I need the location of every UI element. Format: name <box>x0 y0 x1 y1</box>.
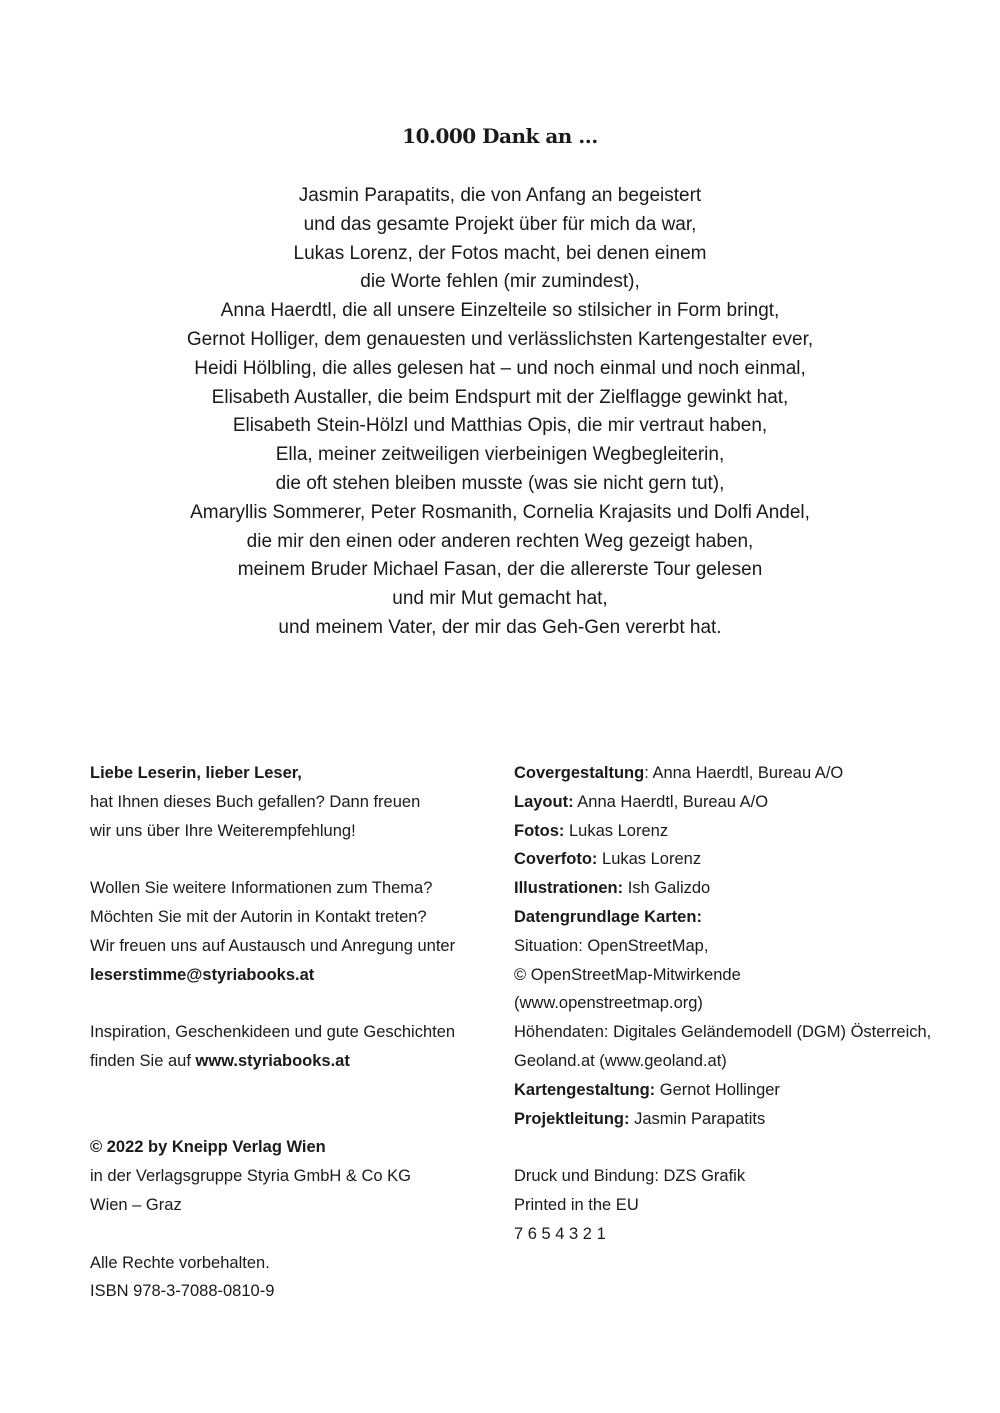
inspiration-text-line: finden Sie auf www.styriabooks.at <box>90 1051 350 1070</box>
acknowledgement-line: die Worte fehlen (mir zumindest), <box>360 271 640 293</box>
acknowledgement-line: und meinem Vater, der mir das Geh-Gen vererbt hat. <box>278 616 722 638</box>
acknowledgement-line: und das gesamte Projekt über für mich da war, <box>303 213 697 235</box>
feedback-text-line: hat Ihnen dieses Buch gefallen? Dann freuen <box>90 792 421 811</box>
isbn: ISBN 978-3-7088-0810-9 <box>90 1282 275 1301</box>
reader-greeting: Liebe Leserin, lieber Leser, <box>90 764 302 782</box>
credit-map-design: Kartengestaltung: Gernot Hollinger <box>514 1080 780 1099</box>
page-title: 10.000 Dank an … <box>402 124 598 148</box>
acknowledgement-line: Elisabeth Austaller, die beim Endspurt mit der Zielflagge gewinkt hat, <box>211 386 789 408</box>
acknowledgement-line: die mir den einen oder anderen rechten Weg gezeigt haben, <box>246 530 754 552</box>
acknowledgement-line: die oft stehen bleiben musste (was sie nicht gern tut), <box>275 472 725 494</box>
acknowledgement-line: Jasmin Parapatits, die von Anfang an begeistert <box>298 185 702 206</box>
acknowledgements <box>0 182 1000 643</box>
contact-text-line: Möchten Sie mit der Autorin in Kontakt treten? <box>90 907 427 926</box>
credit-cover-design: Covergestaltung: Anna Haerdtl, Bureau A/O <box>514 764 844 782</box>
acknowledgement-line: und mir Mut gemacht hat, <box>392 588 608 610</box>
acknowledgement-line: Lukas Lorenz, der Fotos macht, bei denen einem <box>293 242 707 264</box>
contact-text-line: Wir freuen uns auf Austausch und Anregung unter <box>90 936 456 955</box>
acknowledgement-line: Heidi Hölbling, die alles gelesen hat – und noch einmal und noch einmal, <box>194 357 806 379</box>
credit-cover-photo: Coverfoto: Lukas Lorenz <box>514 850 702 869</box>
printed-in: Printed in the EU <box>514 1195 639 1214</box>
contact-text-line: Wollen Sie weitere Informationen zum Thema? <box>90 879 433 898</box>
acknowledgement-line: Ella, meiner zeitweiligen vierbeinigen Wegbegleiterin, <box>275 444 725 466</box>
feedback-text-line: wir uns über Ihre Weiterempfehlung! <box>90 821 356 840</box>
acknowledgement-line: meinem Bruder Michael Fasan, der die allererste Tour gelesen <box>237 559 763 581</box>
credits-column <box>514 759 984 1249</box>
inspiration-text-line: Inspiration, Geschenkideen und gute Geschichten <box>90 1023 456 1042</box>
map-data-line: Höhendaten: Digitales Geländemodell (DGM) Österreich, <box>514 1023 932 1042</box>
acknowledgement-line: Anna Haerdtl, die all unsere Einzelteile so stilsicher in Form bringt, <box>220 300 780 322</box>
credit-project-lead: Projektleitung: Jasmin Parapatits <box>514 1109 766 1128</box>
credit-photos: Fotos: Lukas Lorenz <box>514 821 669 840</box>
map-data-line: Situation: OpenStreetMap, <box>514 936 709 955</box>
print-binding: Druck und Bindung: DZS Grafik <box>514 1167 746 1186</box>
website-link[interactable]: www.styriabooks.at <box>195 1051 350 1070</box>
contact-email-link[interactable]: leserstimme@styriabooks.at <box>90 965 315 984</box>
credit-illustrations: Illustrationen: Ish Galizdo <box>514 879 711 898</box>
credit-layout: Layout: Anna Haerdtl, Bureau A/O <box>514 792 769 811</box>
publisher-group: in der Verlagsgruppe Styria GmbH & Co KG <box>90 1167 411 1186</box>
map-data-line: © OpenStreetMap-Mitwirkende <box>514 965 741 984</box>
map-data-line: (www.openstreetmap.org) <box>514 994 703 1013</box>
acknowledgement-line: Gernot Holliger, dem genauesten und verlässlichsten Kartengestalter ever, <box>186 328 814 350</box>
copyright-line: © 2022 by Kneipp Verlag Wien <box>90 1138 326 1157</box>
acknowledgement-line: Elisabeth Stein-Hölzl und Matthias Opis, die mir vertraut haben, <box>232 415 768 437</box>
print-run: 7 6 5 4 3 2 1 <box>514 1224 606 1243</box>
map-data-heading: Datengrundlage Karten: <box>514 907 702 926</box>
reader-info-column <box>90 759 500 1306</box>
rights-notice: Alle Rechte vorbehalten. <box>90 1253 270 1272</box>
map-data-line: Geoland.at (www.geoland.at) <box>514 1051 727 1070</box>
publisher-cities: Wien – Graz <box>90 1195 182 1214</box>
acknowledgement-line: Amaryllis Sommerer, Peter Rosmanith, Cornelia Krajasits und Dolfi Andel, <box>190 501 810 523</box>
